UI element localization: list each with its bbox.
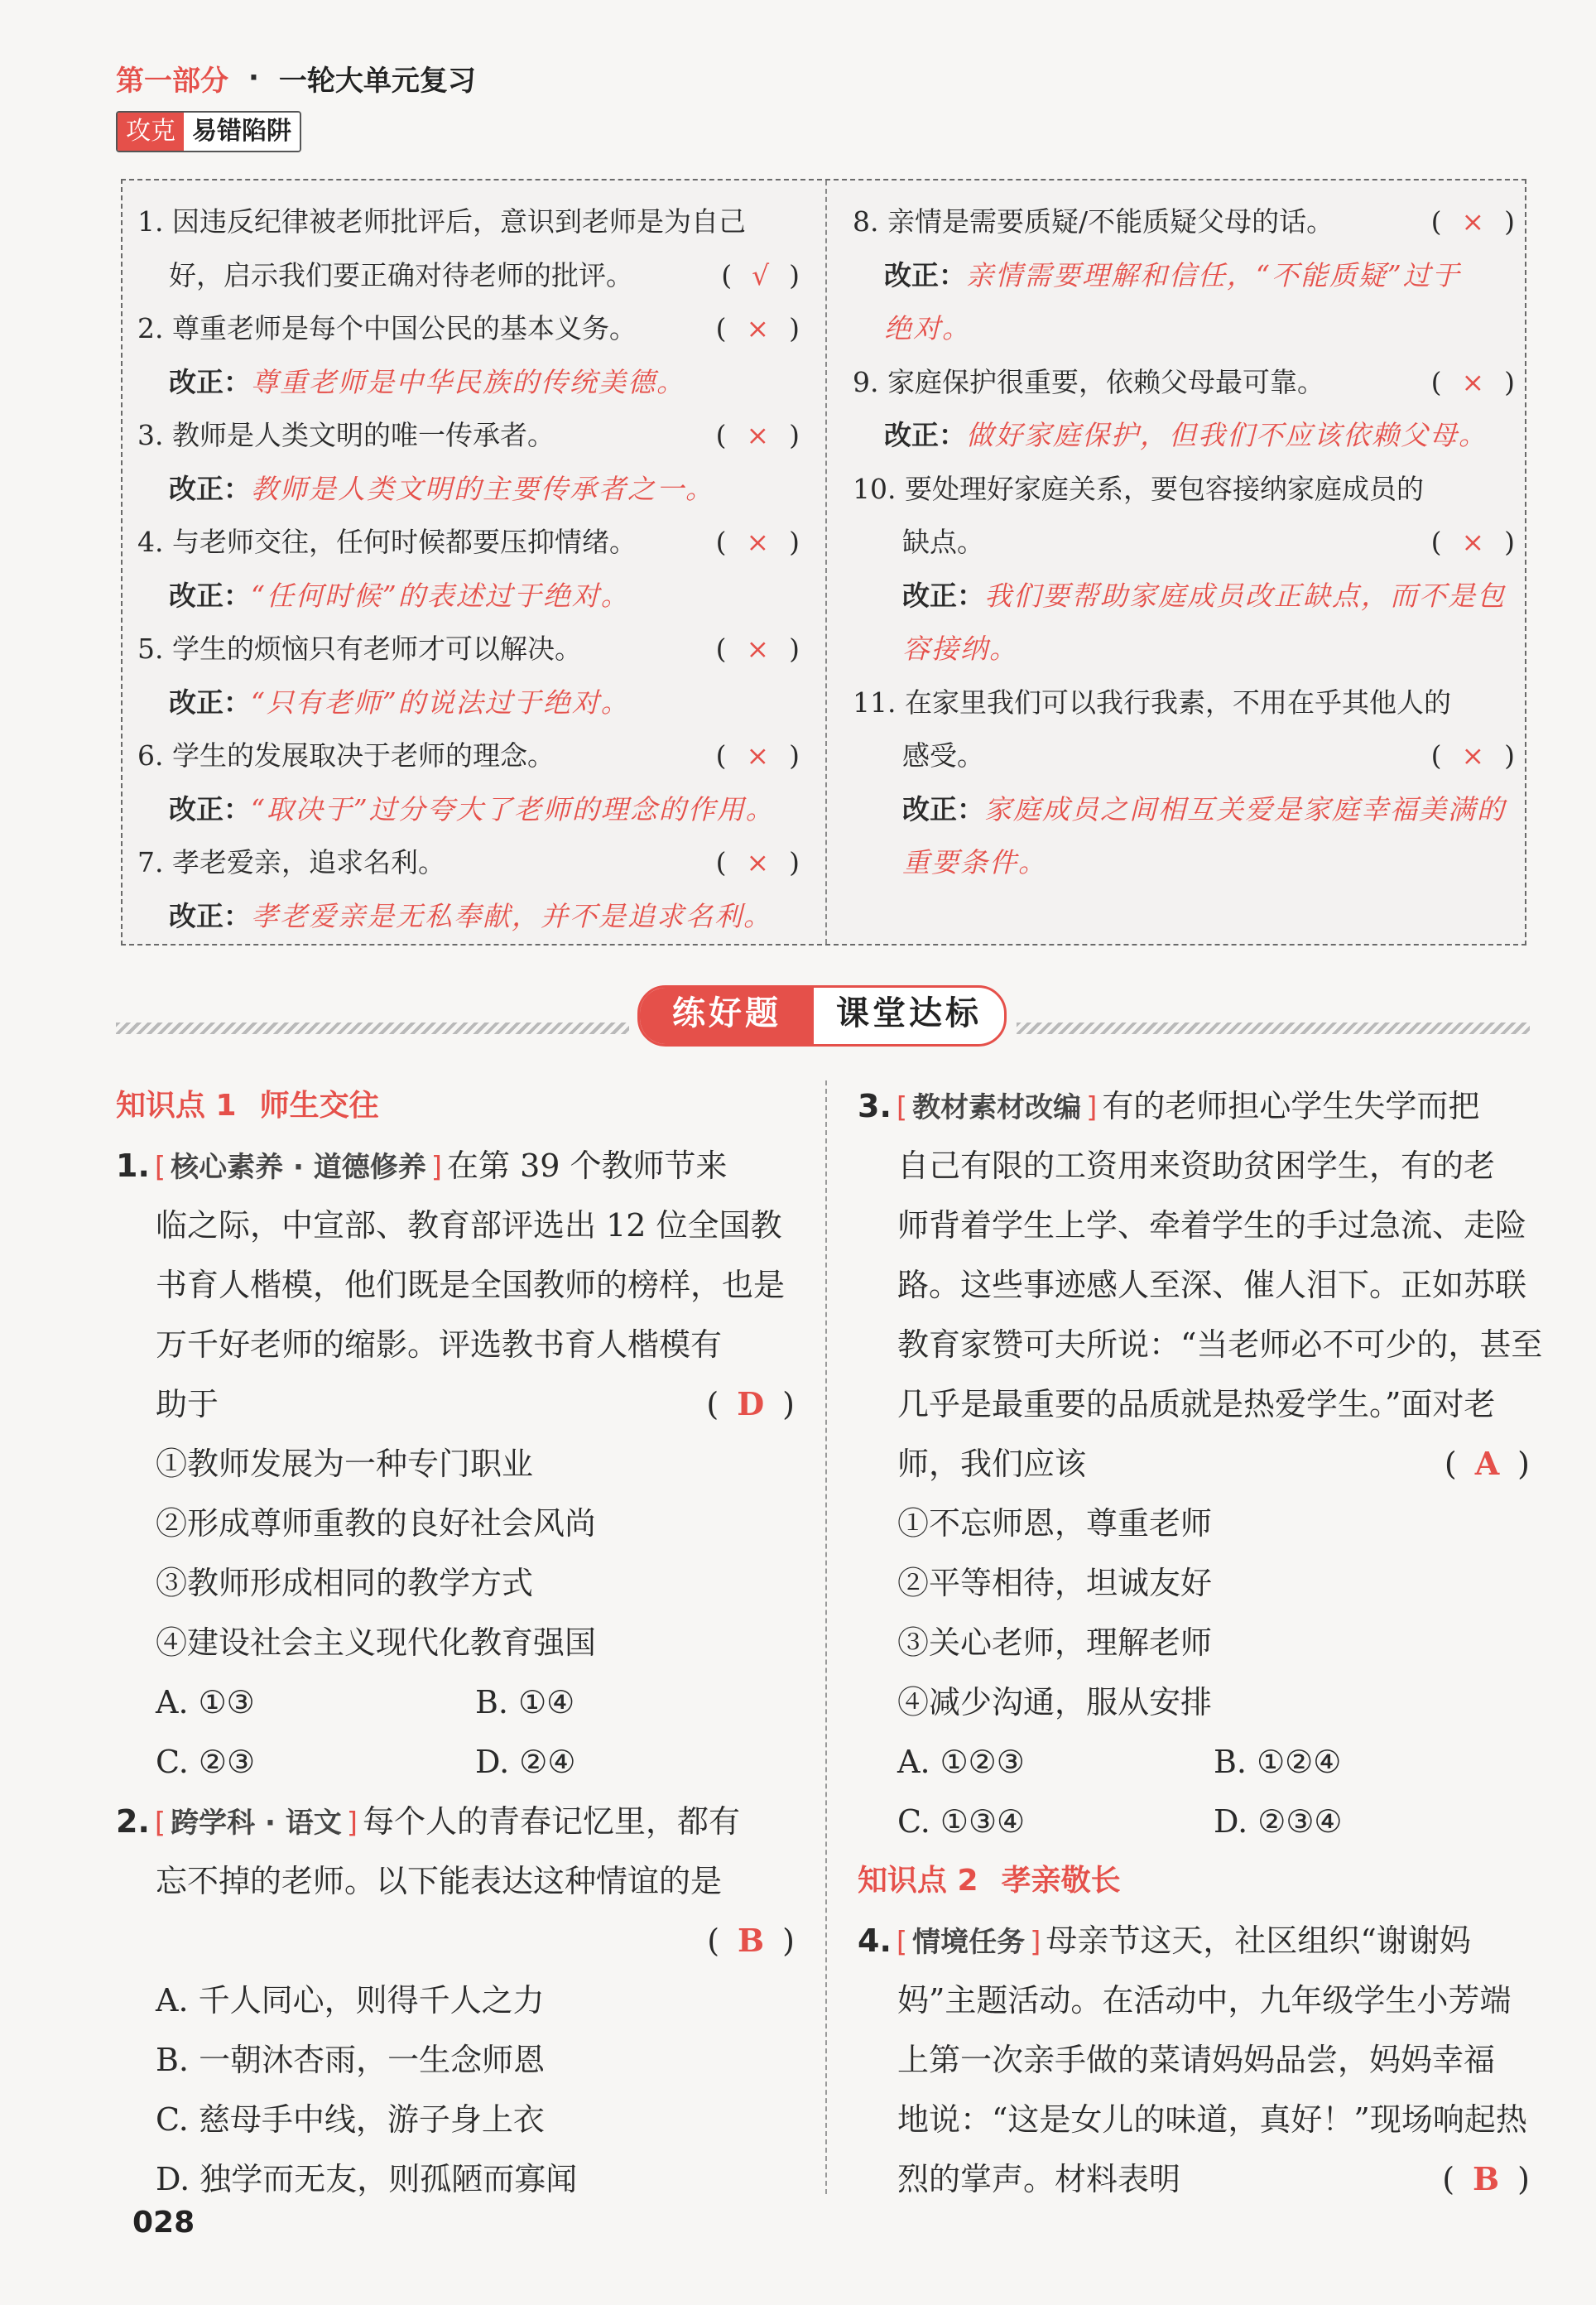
question-line xyxy=(858,1374,1530,1434)
tag-text: 情境任务 xyxy=(912,1926,1026,1959)
correction-text: 做好家庭保护，但我们不应该依赖父母。 xyxy=(966,419,1488,451)
correction-label: 改正： xyxy=(169,899,251,932)
tag-bracket: ] xyxy=(346,1807,358,1840)
answer-box xyxy=(1445,1434,1530,1494)
tag-text: 核心素养 · 道德修养 xyxy=(171,1151,426,1184)
judgement-mark xyxy=(1431,729,1515,783)
question-number: 2. xyxy=(116,1803,150,1840)
question-text: 师，我们应该 xyxy=(897,1446,1087,1482)
paren-close: ) xyxy=(1517,2161,1530,2197)
tag-bracket: ] xyxy=(1030,1926,1041,1959)
item-text: ④减少沟通，服从安排 xyxy=(897,1684,1213,1720)
item-text: ③教师形成相同的教学方式 xyxy=(156,1565,534,1601)
correction-label: 改正： xyxy=(169,686,251,719)
paren-close: ) xyxy=(782,1386,795,1422)
option: A. ①③ xyxy=(156,1684,255,1720)
header-separator: · xyxy=(248,61,259,94)
question-line xyxy=(858,1076,1530,1136)
trap-line xyxy=(137,195,800,249)
question-line xyxy=(116,1255,795,1315)
page-number: 028 xyxy=(132,2206,195,2240)
statement-text: 重要条件。 xyxy=(902,846,1047,878)
trap-line xyxy=(853,729,1515,783)
trap-line xyxy=(853,836,1515,890)
answer-letter: D xyxy=(737,1385,765,1422)
kp-title: 孝亲敬长 xyxy=(1001,1864,1121,1898)
option-text: C. 慈母手中线，游子身上衣 xyxy=(156,2101,545,2138)
judgement-mark xyxy=(721,249,800,303)
trap-line xyxy=(853,463,1515,517)
trap-line xyxy=(137,409,800,463)
question-line xyxy=(858,1255,1530,1315)
option-text: A. 千人同心，则得千人之力 xyxy=(156,1982,545,2019)
knowledge-point-2 xyxy=(858,1851,1530,1911)
statement-item xyxy=(858,1494,1530,1553)
correction-label: 改正： xyxy=(884,419,966,451)
trap-line xyxy=(137,249,800,303)
item-text: ②平等相待，坦诚友好 xyxy=(897,1565,1213,1601)
paren-open: ( xyxy=(1430,739,1442,772)
paren-close: ) xyxy=(789,526,800,558)
answer-letter: B xyxy=(738,1922,765,1959)
item-text: ②形成尊师重教的良好社会风尚 xyxy=(156,1505,597,1542)
question-text: 忘不掉的老师。以下能表达这种情谊的是 xyxy=(156,1863,723,1899)
tag-bracket: [ xyxy=(154,1151,166,1184)
judgement-mark xyxy=(716,623,800,676)
option-text: B. 一朝沐杏雨，一生念师恩 xyxy=(156,2042,546,2078)
question-text: 每个人的青春记忆里，都有 xyxy=(363,1803,741,1840)
correction-label: 改正： xyxy=(902,579,984,612)
paren-open: ( xyxy=(1430,205,1442,238)
question-3 xyxy=(858,1076,1543,1851)
trap-line xyxy=(853,570,1515,623)
paren-close: ) xyxy=(1504,365,1515,398)
judgement-mark xyxy=(1431,195,1515,249)
questions-left-column xyxy=(116,1076,795,2209)
option xyxy=(116,2030,795,2090)
running-header xyxy=(116,53,476,103)
tag-text: 教材素材改编 xyxy=(912,1091,1082,1124)
mark-value: × xyxy=(746,526,770,558)
option: A. ①②③ xyxy=(897,1744,1025,1780)
correction-text: 我们要帮助家庭成员改正缺点，而不是包 xyxy=(984,579,1506,612)
trap-line xyxy=(137,676,800,730)
paren-open: ( xyxy=(706,1386,719,1422)
mark-value: × xyxy=(1461,365,1485,398)
question-text: 地说：“这是女儿的味道，真好！”现场响起热 xyxy=(897,2101,1527,2138)
question-tag xyxy=(892,1926,1046,1959)
item-text: ①不忘师恩，尊重老师 xyxy=(897,1505,1213,1542)
item-text: ④建设社会主义现代化教育强国 xyxy=(156,1624,597,1661)
paren-close: ) xyxy=(789,312,800,344)
paren-close: ) xyxy=(789,846,800,878)
paren-close: ) xyxy=(789,419,800,451)
question-text: 路。这些事迹感人至深、催人泪下。正如苏联 xyxy=(897,1267,1527,1303)
paren-open: ( xyxy=(1430,526,1442,558)
tag-bracket: [ xyxy=(896,1091,908,1124)
trap-box xyxy=(121,179,1526,946)
statement-text: 11. 在家里我们可以我行我素，不用在乎其他人的 xyxy=(853,686,1451,719)
paren-close: ) xyxy=(789,739,800,772)
statement-text: 2. 尊重老师是每个中国公民的基本义务。 xyxy=(137,312,637,344)
question-line xyxy=(116,1851,795,1911)
question-text: 有的老师担心学生失学而把 xyxy=(1102,1088,1480,1124)
option-row xyxy=(858,1732,1530,1792)
trap-line xyxy=(853,356,1515,410)
correction-text: 亲情需要理解和信任，“不能质疑”过于 xyxy=(966,258,1461,291)
option-row xyxy=(116,1672,795,1732)
mark-value: × xyxy=(746,312,770,344)
judgement-mark xyxy=(716,729,800,783)
trap-line xyxy=(853,623,1515,676)
statement-text: 7. 孝老爱亲，追求名利。 xyxy=(137,846,445,878)
banner-left: 练好题 xyxy=(640,988,814,1044)
trap-line xyxy=(137,836,800,890)
statement-text: 感受。 xyxy=(902,739,984,772)
banner-stripe-left xyxy=(116,1023,629,1034)
option-row xyxy=(116,1732,795,1792)
practice-banner xyxy=(116,985,1530,1043)
statement-item xyxy=(858,1672,1530,1732)
statement-text: 3. 教师是人类文明的唯一传承者。 xyxy=(137,419,555,451)
option: D. ②③④ xyxy=(1214,1803,1343,1840)
paren-open: ( xyxy=(715,633,727,665)
question-line xyxy=(116,1374,795,1434)
answer-box xyxy=(707,1911,795,1971)
statement-item xyxy=(116,1613,795,1672)
paren-open: ( xyxy=(1430,365,1442,398)
statement-text: 容接纳。 xyxy=(902,633,1018,665)
trap-line xyxy=(137,463,800,517)
trap-line xyxy=(853,783,1515,837)
answer-box xyxy=(706,1374,795,1434)
item-text: ①教师发展为一种专门职业 xyxy=(156,1446,534,1482)
correction-text: 家庭成员之间相互关爱是家庭幸福美满的 xyxy=(984,792,1506,825)
question-tag xyxy=(150,1151,447,1184)
trap-line xyxy=(853,409,1515,463)
trap-line xyxy=(137,302,800,356)
question-line xyxy=(858,2149,1530,2209)
statement-item xyxy=(116,1553,795,1613)
banner-pill xyxy=(637,985,1007,1047)
question-text: 几乎是最重要的品质就是热爱学生。”面对老 xyxy=(897,1386,1496,1422)
statement-text: 10. 要处理好家庭关系，要包容接纳家庭成员的 xyxy=(853,472,1424,505)
question-text: 妈”主题活动。在活动中，九年级学生小芳端 xyxy=(897,1982,1512,2019)
column-divider xyxy=(825,1080,827,2194)
question-line xyxy=(858,1315,1543,1374)
paren-close: ) xyxy=(789,633,800,665)
correction-text: “取决于”过分夸大了老师的理念的作用。 xyxy=(251,792,775,825)
paren-open: ( xyxy=(715,312,727,344)
badge-left: 攻克 xyxy=(118,113,184,151)
trap-line xyxy=(137,623,800,676)
kp-title: 师生交往 xyxy=(259,1089,379,1123)
trap-line xyxy=(137,570,800,623)
option: B. ①④ xyxy=(475,1684,575,1720)
question-text: 上第一次亲手做的菜请妈妈品尝，妈妈幸福 xyxy=(897,2042,1496,2078)
statement-item xyxy=(858,1613,1530,1672)
question-text: 烈的掌声。材料表明 xyxy=(897,2161,1181,2197)
paren-close: ) xyxy=(1504,526,1515,558)
statement-item xyxy=(116,1434,795,1494)
judgement-mark xyxy=(716,836,800,890)
correction-label: 改正： xyxy=(169,365,251,398)
statement-text: 缺点。 xyxy=(902,526,984,558)
mark-value: × xyxy=(746,633,770,665)
question-tag xyxy=(892,1091,1103,1124)
trap-line xyxy=(853,195,1515,249)
question-text: 教育家赞可夫所说：“当老师必不可少的，甚至 xyxy=(897,1326,1543,1363)
questions-right-column xyxy=(858,1076,1543,2209)
correction-text: “任何时候”的表述过于绝对。 xyxy=(251,579,630,612)
trap-divider xyxy=(825,180,827,944)
correction-text: 教师是人类文明的主要传承者之一。 xyxy=(251,472,714,505)
banner-right: 课堂达标 xyxy=(836,994,982,1032)
kp-number: 知识点 1 xyxy=(116,1089,237,1123)
correction-label: 改正： xyxy=(884,258,966,291)
mark-value: × xyxy=(1461,739,1485,772)
judgement-mark xyxy=(1431,516,1515,570)
question-line xyxy=(116,1136,795,1196)
question-4 xyxy=(858,1911,1530,2209)
option xyxy=(116,2149,795,2209)
paren-open: ( xyxy=(707,1922,720,1959)
answer-line xyxy=(116,1911,795,1971)
question-line xyxy=(858,1136,1530,1196)
correction-label: 改正： xyxy=(902,792,984,825)
question-number: 4. xyxy=(858,1922,892,1959)
correction-label: 改正： xyxy=(169,792,251,825)
question-line xyxy=(858,1971,1530,2030)
paren-close: ) xyxy=(1517,1446,1530,1482)
correction-text: “只有老师”的说法过于绝对。 xyxy=(251,686,630,719)
badge-right: 易错陷阱 xyxy=(184,113,300,151)
statement-text: 9. 家庭保护很重要，依赖父母最可靠。 xyxy=(853,365,1324,398)
paren-open: ( xyxy=(1444,1446,1457,1482)
tag-text: 跨学科 · 语文 xyxy=(171,1807,342,1840)
judgement-mark xyxy=(1431,356,1515,410)
mark-value: × xyxy=(1461,205,1485,238)
trap-right-column xyxy=(853,195,1515,890)
question-line xyxy=(116,1196,795,1255)
correction-label: 改正： xyxy=(169,579,251,612)
judgement-mark xyxy=(716,409,800,463)
option: C. ①③④ xyxy=(897,1803,1026,1840)
trap-line xyxy=(853,516,1515,570)
statement-text: 5. 学生的烦恼只有老师才可以解决。 xyxy=(137,633,582,665)
statement-text: 6. 学生的发展取决于老师的理念。 xyxy=(137,739,555,772)
correction-label: 改正： xyxy=(169,472,251,505)
statement-text: 绝对。 xyxy=(884,312,971,344)
trap-line xyxy=(137,516,800,570)
option-row xyxy=(858,1792,1530,1851)
question-line xyxy=(858,1196,1530,1255)
statement-item xyxy=(858,1553,1530,1613)
question-2 xyxy=(116,1792,795,2209)
question-line xyxy=(858,2090,1530,2149)
mark-value: √ xyxy=(752,258,770,291)
trap-line xyxy=(853,676,1515,730)
question-tag xyxy=(150,1807,363,1840)
paren-open: ( xyxy=(1442,2161,1455,2197)
tag-bracket: ] xyxy=(1086,1091,1098,1124)
question-text: 书育人楷模，他们既是全国教师的榜样，也是 xyxy=(156,1267,786,1303)
paren-open: ( xyxy=(715,846,727,878)
trap-line xyxy=(137,890,800,944)
section-badge xyxy=(116,111,301,152)
trap-line xyxy=(853,249,1515,303)
question-text: 母亲节这天，社区组织“谢谢妈 xyxy=(1046,1922,1471,1959)
trap-line xyxy=(137,783,800,837)
question-number: 1. xyxy=(116,1148,150,1184)
paren-close: ) xyxy=(1504,739,1515,772)
part-label: 第一部分 xyxy=(116,64,228,98)
option xyxy=(116,2090,795,2149)
paren-close: ) xyxy=(782,1922,795,1959)
statement-text: 好，启示我们要正确对待老师的批评。 xyxy=(169,258,633,291)
judgement-mark xyxy=(716,302,800,356)
question-text: 临之际，中宣部、教育部评选出 12 位全国教 xyxy=(156,1207,782,1244)
answer-box xyxy=(1442,2149,1530,2209)
correction-text: 尊重老师是中华民族的传统美德。 xyxy=(251,365,685,398)
trap-line xyxy=(137,356,800,410)
item-text: ③关心老师，理解老师 xyxy=(897,1624,1213,1661)
statement-text: 8. 亲情是需要质疑/不能质疑父母的话。 xyxy=(853,205,1334,238)
option: D. ②④ xyxy=(475,1744,576,1780)
kp-number: 知识点 2 xyxy=(858,1864,978,1898)
statement-text: 4. 与老师交往，任何时候都要压抑情绪。 xyxy=(137,526,637,558)
statement-item xyxy=(116,1494,795,1553)
knowledge-point-1 xyxy=(116,1076,795,1136)
paren-close: ) xyxy=(789,258,800,291)
mark-value: × xyxy=(746,846,770,878)
paren-open: ( xyxy=(715,419,727,451)
tag-bracket: [ xyxy=(896,1926,908,1959)
question-text: 助于 xyxy=(156,1386,219,1422)
section-title: 一轮大单元复习 xyxy=(278,64,476,98)
question-line xyxy=(858,2030,1530,2090)
question-line xyxy=(858,1911,1530,1971)
question-line xyxy=(116,1792,795,1851)
question-1 xyxy=(116,1136,795,1792)
tag-bracket: [ xyxy=(154,1807,166,1840)
question-number: 3. xyxy=(858,1088,892,1124)
mark-value: × xyxy=(1461,526,1485,558)
trap-left-column xyxy=(137,195,800,943)
paren-open: ( xyxy=(715,526,727,558)
tag-bracket: ] xyxy=(430,1151,443,1184)
correction-text: 孝老爱亲是无私奉献，并不是追求名利。 xyxy=(251,899,772,932)
question-text: 在第 39 个教师节来 xyxy=(447,1148,728,1184)
question-line xyxy=(116,1315,795,1374)
judgement-mark xyxy=(716,516,800,570)
statement-text: 1. 因违反纪律被老师批评后，意识到老师是为自己 xyxy=(137,205,746,238)
banner-stripe-right xyxy=(1017,1023,1530,1034)
option: C. ②③ xyxy=(156,1744,256,1780)
mark-value: × xyxy=(746,419,770,451)
question-line xyxy=(858,1434,1530,1494)
paren-close: ) xyxy=(1504,205,1515,238)
question-text: 万千好老师的缩影。评选教书育人楷模有 xyxy=(156,1326,723,1363)
question-text: 师背着学生上学、牵着学生的手过急流、走险 xyxy=(897,1207,1527,1244)
paren-open: ( xyxy=(721,258,733,291)
trap-line xyxy=(137,729,800,783)
trap-line xyxy=(853,302,1515,356)
option: B. ①②④ xyxy=(1214,1744,1342,1780)
question-text: 自己有限的工资用来资助贫困学生，有的老 xyxy=(897,1148,1496,1184)
answer-letter: A xyxy=(1474,1445,1500,1482)
paren-open: ( xyxy=(715,739,727,772)
mark-value: × xyxy=(746,739,770,772)
option xyxy=(116,1971,795,2030)
option-text: D. 独学而无友，则孤陋而寡闻 xyxy=(156,2161,578,2197)
answer-letter: B xyxy=(1473,2160,1500,2197)
